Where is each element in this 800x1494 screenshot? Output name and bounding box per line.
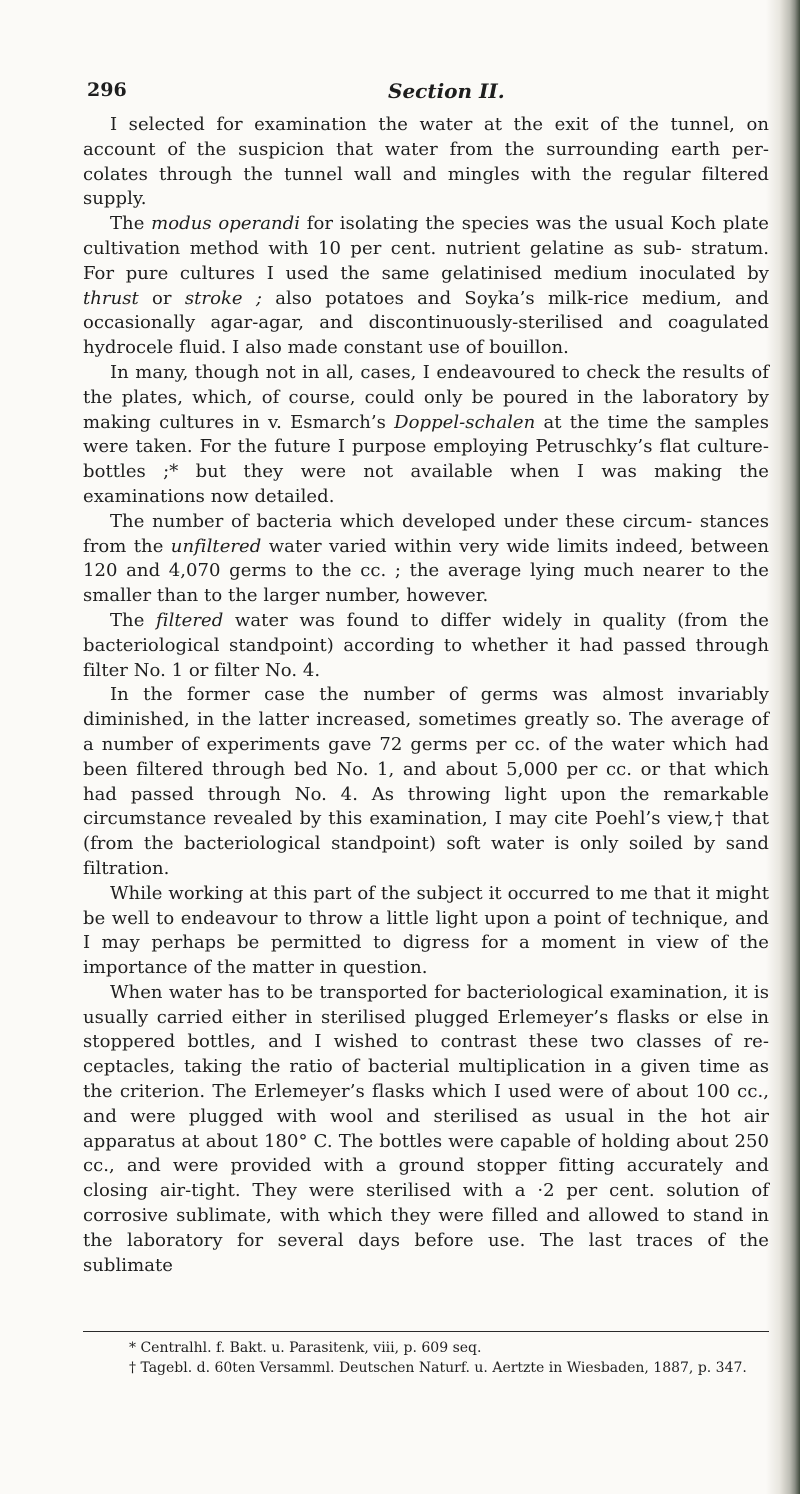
italic-term-unfiltered: unfiltered xyxy=(170,535,262,557)
text-run: water was found to differ widely in quality (from the bacteriological standpoint) according to whether it had passed through filter No. 1 or filter No. 4. xyxy=(83,609,769,681)
text-run: The number of bacteria which developed under these circum- stances from the xyxy=(83,510,769,557)
footnote-1: * Centralhl. f. Bakt. u. Parasitenk, viii, p. 609 seq. xyxy=(129,1340,482,1356)
text-run: for isolating the species was the usual Koch plate cultivation method with 10 per cent. nutrient gelatine as sub- stratum. For pure cultures I used the same gelatinised medium inoculated by xyxy=(83,213,769,284)
paragraph-3 xyxy=(83,361,769,510)
page-edge-shadow xyxy=(766,0,800,1494)
footnote-divider xyxy=(83,1331,769,1332)
footnote-2: † Tagebl. d. 60ten Versamml. Deutschen Naturf. u. Aertzte in Wiesbaden, 1887, p. 347. xyxy=(129,1360,747,1376)
paragraph-5 xyxy=(83,609,769,683)
running-header xyxy=(83,79,769,107)
text-run: or xyxy=(138,287,185,309)
paragraph-1: I selected for examination the water at the exit of the tunnel, on account of the suspicion that water from the surrounding earth per- colates through the tunnel wall and mingles with the regular filtered supply. xyxy=(83,114,769,210)
paragraph-6: In the former case the number of germs was almost invariably diminished, in the latter increased, sometimes greatly so. The average of a number of experiments gave 72 germs per cc. of the water which had been filtered through bed No. 1, and about 5,000 per cc. or that which had passed through No. 4. As throwing light upon the remarkable circumstance revealed by this examination, I may cite Poehl’s view,† that (from the bacteriological standpoint) soft water is only soiled by sand filtration. xyxy=(83,684,769,879)
paragraph-4 xyxy=(83,510,769,609)
paragraph-7: While working at this part of the subject it occurred to me that it might be well to endeavour to throw a little light upon a point of technique, and I may perhaps be permitted to digress for a moment in view of the importance of the matter in question. xyxy=(83,882,769,979)
text-run: In many, though not in all, cases, I endeavoured to check the results of the plates, which, of course, could only be poured in the laboratory by making cultures in v. Esmarch’s xyxy=(83,361,769,433)
paragraph-2 xyxy=(83,212,769,361)
text-run: The xyxy=(110,609,157,631)
text-run: The xyxy=(110,213,152,235)
italic-term-filtered: filtered xyxy=(156,609,224,631)
body-text xyxy=(83,113,769,1278)
text-run: at the time the samples were taken. For the future I purpose employing Petruschky’s flat culture-bottles ;* but they were not available when I was making the examinations now detailed. xyxy=(83,411,769,507)
section-title: Section II. xyxy=(388,79,505,103)
italic-term-doppel-schalen: Doppel-schalen xyxy=(394,411,536,433)
footnotes xyxy=(83,1338,769,1378)
paragraph-8: When water has to be transported for bacteriological examination, it is usually carried either in sterilised plugged Erlemeyer’s flasks or else in stoppered bottles, and I wished to contrast these two classes of re- ceptacles, taking the ratio of bacterial multiplication in a given time as the criterion. The Erlemeyer’s flasks which I used were of about 100 cc., and were plugged with wool and sterilised as usual in the hot air apparatus at about 180° C. The bottles were capable of holding about 250 cc., and were provided with a ground stopper fitting accurately and closing air-tight. They were sterilised with a ·2 per cent. solution of corrosive sublimate, with which they were filled and allowed to stand in the laboratory for several days before use. The last traces of the sublimate xyxy=(83,981,769,1276)
text-run: also potatoes and Soyka’s milk-rice medium, and occasionally agar-agar, and discontinuously-sterilised and coagulated hydrocele fluid. I also made constant use of bouillon. xyxy=(83,287,769,359)
text-run: water varied within very wide limits indeed, between 120 and 4,070 germs to the cc. ; the average lying much nearer to the smaller than to the larger number, however. xyxy=(83,535,769,607)
italic-term-modus-operandi: modus operandi xyxy=(151,213,301,235)
page-number: 296 xyxy=(87,79,127,101)
italic-term-thrust: thrust xyxy=(83,287,139,309)
italic-term-stroke: stroke ; xyxy=(184,287,262,309)
